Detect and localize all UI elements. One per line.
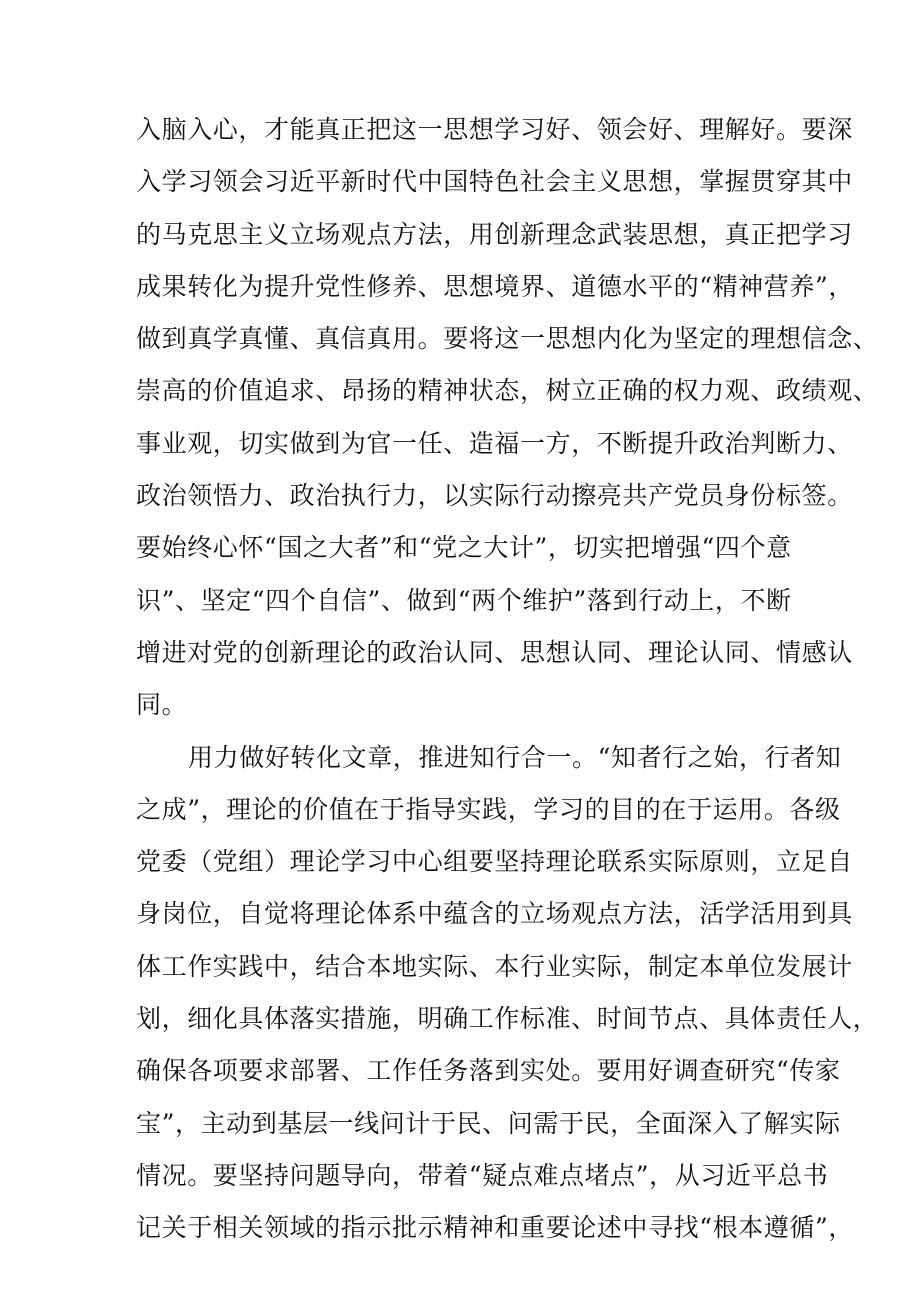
text-line: 确保各项要求部署、工作任务落到实处。要用好调查研究“传家 — [136, 1056, 841, 1086]
text-line: 党委（党组）理论学习中心组要坚持理论联系实际原则，立足自 — [136, 847, 853, 877]
text-line: 成果转化为提升党性修养、思想境界、道德水平的“精神营养”， — [136, 271, 854, 301]
text-line: 同。 — [136, 690, 188, 720]
paragraph-2 — [136, 732, 879, 1255]
text-line: 情况。要坚持问题导向，带着“疑点难点堵点”，从习近平总书 — [136, 1160, 829, 1190]
text-line: 体工作实践中，结合本地实际、本行业实际，制定本单位发展计 — [136, 951, 853, 981]
text-line: 事业观，切实做到为官一任、造福一方，不断提升政治判断力、 — [136, 428, 853, 458]
text-line: 之成”，理论的价值在于指导实践，学习的目的在于运用。各级 — [136, 794, 841, 824]
text-line: 用力做好转化文章，推进知行合一。“知者行之始，行者知 — [188, 742, 842, 772]
text-line: 做到真学真懂、真信真用。要将这一思想内化为坚定的理想信念、 — [136, 324, 879, 354]
document-body — [136, 104, 879, 1255]
text-line: 记关于相关领域的指示批示精神和重要论述中寻找“根本遵循”， — [136, 1213, 854, 1243]
text-line: 增进对党的创新理论的政治认同、思想认同、理论认同、情感认 — [136, 637, 853, 667]
text-line: 政治领悟力、政治执行力，以实际行动擦亮共产党员身份标签。 — [136, 481, 853, 511]
paragraph-1 — [136, 104, 879, 732]
text-line: 的马克思主义立场观点方法，用创新理念武装思想，真正把学习 — [136, 219, 853, 249]
text-line: 识”、坚定“四个自信”、做到“两个维护”落到行动上，不断 — [136, 585, 792, 615]
text-line: 划，细化具体落实措施，明确工作标准、时间节点、具体责任人， — [136, 1004, 879, 1034]
text-line: 要始终心怀“国之大者”和“党之大计”，切实把增强“四个意 — [136, 533, 792, 563]
text-line: 入学习领会习近平新时代中国特色社会主义思想，掌握贯穿其中 — [136, 167, 853, 197]
text-line: 身岗位，自觉将理论体系中蕴含的立场观点方法，活学活用到具 — [136, 899, 853, 929]
text-line: 入脑入心，才能真正把这一思想学习好、领会好、理解好。要深 — [136, 115, 853, 144]
text-line: 宝”，主动到基层一线问计于民、问需于民，全面深入了解实际 — [136, 1108, 841, 1138]
text-line: 崇高的价值追求、昂扬的精神状态，树立正确的权力观、政绩观、 — [136, 376, 879, 406]
